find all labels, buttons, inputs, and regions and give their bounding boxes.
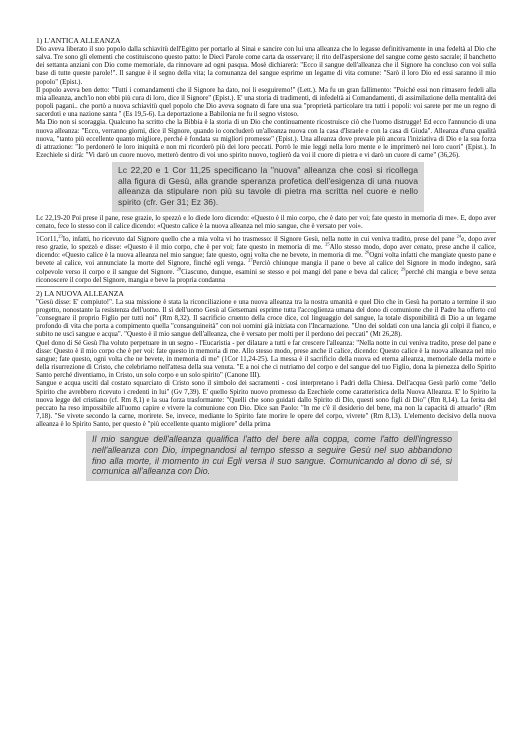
paragraph: "Gesù disse: E' compiuto!". La sua missione è stata la riconciliazione e una nuova alleanza tra la nostra umanità e quel Dio che in Gesù ha portato a termine il suo progetto, nonostante la resistenza dell'uomo. Il sì dell'uomo Gesù al Getsemani esprime tutta l'accoglienza umana del dono di comunione che il Padre ha offerto col "consegnare il proprio Figlio per tutti noi" (Rm 8,32). Il sacrificio cruento della croce dice, col linguaggio del sangue, la totale disponibilità di Dio a un legame profondo di vita che porta a compimento quella "consanguineità" con noi uomini già iniziata con l'Incarnazione. "Uno dei soldati con una lancia gli colpì il fianco, e subito ne uscì sangue e acqua". "Questo è il mio sangue dell'alleanza, che è versato per molti per il perdono dei peccati" (Mt 26,28). xyxy=(36,297,496,339)
divider xyxy=(36,232,496,233)
paragraph: Ma Dio non si scoraggia. Qualcuno ha scritto che la Bibbia è la storia di un Dio che continuamente ricostruisce ciò che l'uomo distrugge! Ed ecco l'annuncio di una nuova alleanza: "Ecco, verranno giorni, dice il Signore, quando io concluderò un'alleanza nuova con la casa d'Israele e con la casa di Giuda". Alleanza d'una qualità nuova, "tanto più eccellente quanto migliore, perché è fondata su migliori promesse" (Epist.). Una alleanza dove prevale più ancora l'iniziativa di Dio e la sua forza di attrazione: "Io perdonerò le loro iniquità e non mi ricorderò più dei loro peccati. Porrò le mie leggi nella loro mente e le imprimerò nei loro cuori" (Epist.). In Ezechiele si dirà: "Vi darò un cuore nuovo, metterò dentro di voi uno spirito nuovo, toglierò da voi il cuore di pietra e vi darò un cuore di carne" (36,26). xyxy=(36,118,496,160)
verse-text: Allo stesso modo, dopo aver cenato, prese anche il calice, dicendo: «Questo calice è la nuova alleanza nel mio sangue; fate questo, ogni volta che ne bevete, in memoria di me. xyxy=(36,243,497,260)
verse-text: Io, infatti, ho ricevuto dal Signore quello che a mia volta vi ho trasmesso: il Signore Gesù, nella notte in cui veniva tradito, prese del pane xyxy=(62,234,457,243)
verse-text: perché chi mangia e beve senza riconoscere il corpo del Signore, mangia e beve la propria condanna xyxy=(36,267,497,284)
corinthians-passage xyxy=(36,235,496,284)
paragraph: Quel dono di Sé Gesù l'ha voluto perpetuare in un segno - l'Eucaristia - per dilatare a tutti e far crescere l'alleanza: "Nella notte in cui veniva tradito, prese del pane e disse: Questo è il mio corpo che è per voi: fate questo in memoria di me. Allo stesso modo, prese anche il calice, dicendo: Questo calice è la nuova alleanza nel mio sangue; fate questo, ogni volta che ne bevete, in memoria di me" (1Cor 11,24-25). La messa è il sacrificio della nuova ed eterna alleanza, memoriale della morte e della risurrezione di Cristo, che celebriamo nell'attesa della sua venuta. "E a noi che ci nutriamo del corpo e del sangue del tuo Figlio, dona la pienezza dello Spirito Santo perché diventiamo, in Cristo, un solo corpo e un solo spirito" (Canone III). xyxy=(36,338,496,380)
verse-number: 24 xyxy=(456,233,462,239)
verse-text: Ciascuno, dunque, esamini se stesso e poi mangi del pane e beva dal calice; xyxy=(181,267,401,276)
paragraph: Il popolo aveva ben detto: "Tutti i comandamenti che il Signore ha dato, noi li eseguiremo!" (Lett.). Ma fu un gran fallimento: "Poiché essi non rimasero fedeli alla mia alleanza, anch'io non ebbi più cura di loro, dice il Signore" (Epist.). E' una storia di tradimenti, di infedeltà ai Comandamenti, di assimilazione della mentalità dei popoli pagani.. che portò a nuova schiavitù quel popolo che Dio aveva sognato di fare una sua "proprietà particolare tra tutti i popoli: voi sarete per me un regno di sacerdoti e una nazione santa " (Es 19,5-6). La deportazione a Babilonia ne fu il segno vistoso. xyxy=(36,85,496,119)
divider xyxy=(36,286,496,287)
scripture-ref: 1Cor11, xyxy=(36,234,59,243)
paragraph: Sangue e acqua usciti dal costato squarciato di Cristo sono il simbolo dei sacramenti - così interpretano i Padri della Chiesa. Dell'acqua Gesù parlò come "dello Spirito che avrebbero ricevuto i credenti in lui" (Gv 7,39). E' quello Spirito nuovo promesso da Ezechiele come caratteristica della Nuova Alleanza. E' lo Spirito la nuova legge del cristiano (cf. Rm 8,1) e la sua forza trasformante: "Quelli che sono guidati dallo Spirito di Dio, questi sono figli di Dio" (Rm 8,14). La ferita del peccato ha reso impossibile all'uomo capire e vivere la comunione con Dio. Dice san Paolo: "In me c'è il desiderio del bene, ma non la capacità di attuarlo" (Rm 7,18). "Se vivete secondo la carne, morirete. Se, invece, mediante lo Spirito fate morire le opere del corpo, vivrete" (Rm 8,13). L'elemento decisivo della nuova alleanza è lo Spirito Santo, per questo è "più eccellente quanto migliore" della prima xyxy=(36,379,496,429)
verse-number: 28 xyxy=(176,266,182,272)
verse-text: e, dopo aver reso grazie, lo spezzò e disse: «Questo è il mio corpo, che è per voi; fate questo in memoria di me. xyxy=(36,234,496,252)
verse-text: Ogni volta infatti che mangiate questo pane e bevete al calice, voi annunciate la morte del Signore, finché egli venga. xyxy=(36,251,496,268)
callout-box xyxy=(86,431,458,480)
callout-text: Il mio sangue dell'alleanza qualifica l'atto del bere alla coppa, come l'atto dell'ingresso nell'alleanza con Dio, impegnandosi al tempo stesso a seguire Gesù nel suo abbandono fino alla morte, il momento in cui Egli versa il suo sangue. Comunicando al dono di sé, si comunica all'alleanza con Dio. xyxy=(92,434,452,477)
document-page xyxy=(36,36,496,483)
verse-number: 27 xyxy=(248,258,253,264)
verse-number: 26 xyxy=(364,249,370,255)
callout-box xyxy=(112,162,424,211)
section-title: 1) L'ANTICA ALLEANZA xyxy=(36,36,121,45)
callout-text: Lc 22,20 e 1 Cor 11,25 specificano la "nuova" alleanza che così si ricollega alla figura di Gesù, alla grande speranza profetica dell'esigenza di una nuova alleanza da stipulare non più su tavole di pietra ma scritta nel cuore e nello spirito (cfr. Ger 31; Ez 36). xyxy=(118,165,418,207)
verse-text: Perciò chiunque mangia il pane o beve al calice del Signore in modo indegno, sarà colpevole verso il corpo e il sangue del Signore. xyxy=(36,259,496,276)
luke-passage: Lc 22,19-20 Poi prese il pane, rese grazie, lo spezzò e lo diede loro dicendo: «Questo è il mio corpo, che è dato per voi; fate questo in memoria di me». E, dopo aver cenato, fece lo stesso con il calice dicendo: «Questo calice è la nuova alleanza nel mio sangue, che è versato per voi». xyxy=(36,213,496,230)
paragraph: Dio aveva liberato il suo popolo dalla schiavitù dell'Egitto per portarlo al Sinai e sancire con lui una alleanza che lo legasse definitivamente in una fedeltà al Dio che salva. Tre sono gli elementi che costituiscono questo patto: le Dieci Parole come carta da osservare; il rito dell'aspersione del sangue come gesto sacrale; il banchetto dei settanta anziani con Dio come memoriale, da rinnovare ad ogni pasqua. Mosè dichiarerà: "Ecco il sangue dell'alleanza che il Signore ha concluso con voi sulla base di tutte queste parole!". Il sangue è il segno della vita; la comunanza del sangue esprime un legame di vita comune: "Sarò il loro Dio ed essi saranno il mio popolo" (Epist.). xyxy=(36,45,496,86)
section-title: 2) LA NUOVA ALLEANZA xyxy=(36,288,124,298)
verse-number: 23 xyxy=(58,233,63,239)
verse-number: 29 xyxy=(400,266,406,272)
verse-number: 25 xyxy=(325,241,330,247)
